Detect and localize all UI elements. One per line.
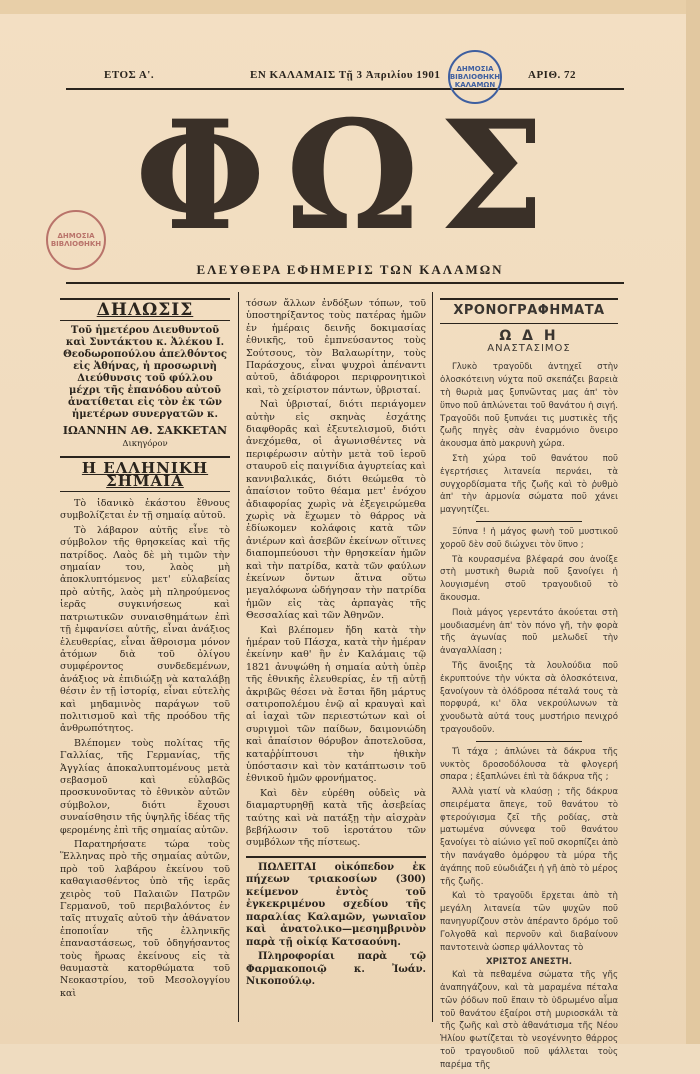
column-divider-2: [432, 292, 433, 1022]
column-3: [440, 298, 618, 1074]
article-heading: Η ΕΛΛΗΝΙΚΗ ΣΗΜΑΙΑ: [60, 456, 230, 492]
classified-ad: [246, 856, 426, 989]
notice-signature-title: Δικηγόρον: [122, 438, 168, 449]
poem-subtitle: ΑΝΑΣΤΑΣΙΜΟΣ: [487, 342, 571, 354]
column-divider-1: [238, 292, 239, 1022]
poem-paragraph: Τῆς ἄνοιξης τὰ λουλούδια ποῦ ἐκρυπτούνε τὴν νύκτα σὰ ὁλοσκότεινα, ξανοίγουν τὰ ὁλόδροσα πέταλά τους τὰ πορφυρά, κι' ὅλα νεκρούλωνων τὰ χνουδωτὰ αὐτά τους μυστήριο πενιχρό τραγουδοῦν.: [440, 660, 618, 735]
notice-text: Τοῦ ἡμετέρου Διευθυντοῦ καὶ Συντάκτου κ. Ἀλέκου Ι. Θεοδωροπούλου ἀπελθόντος εἰς Ἀθήνας, ἡ προσωρινὴ Διεύθυνσις τοῦ φύλλου μέχρι τῆς ἐπανόδου αὐτοῦ ἀνατίθεται εἰς τὸν ἐκ τῶν ἡμετέρων συνεργατῶν κ.: [63, 325, 227, 421]
poem-divider: [476, 741, 583, 742]
article-paragraph: Τὸ λάβαρον αὐτῆς εἶνε τὸ σύμβολον τῆς θρησκείας καὶ τῆς πατρίδος. Λαὸς δὲ μὴ τιμῶν τὴν σημαίαν του, λαὸς μὴ ἀποκλυπτόμενος μετ' εὐλαβείας πρὸ αὐτῆς, λαὸς μὴ πληρούμενος ἱερᾶς συγκινήσεως καὶ πατριωτικῶν συναισθημάτων ἐπὶ τῇ ἐμφανίσει αὐτῆς, εἶναι ἀνάξιος ἐλευθερίας, εἶναι ἄθροισμα μόνον ἀτόμων διὰ τοῦ ὀλίγου συμφέροντος συνδεδεμένων, ἀνάξιος νὰ ἐπιδιώξῃ νὰ καταλάβῃ θέσιν ἐν τῇ ἱστορίᾳ, εἶναι εὐτελὴς καὶ μηδαμινὸς παράγων τοῦ πολιτισμοῦ καὶ τῆς προόδου τῆς ἀνθρωπότητος.: [60, 524, 230, 735]
poem-paragraph: Ἀλλὰ γιατί νὰ κλαύσῃ ; τῆς δάκρυα σπειρέματα ἄπεγε, τοῦ θανάτου τὸ φτερούγισμα ζεῖ τῆς ροδίας, στὰ ματωμένα σύννεφα τοῦ θανάτου ξανοίγει τὸ αἰώνιο γεῖ ποῦ σκορπίζει ἀπὸ τὴν πανάγαθο ὀμόρφου τὰ μύρα τῆς ἀγάπης ποῦ εὐωδιάζει ἡ γῆ ἀπὸ τὸ μέρος τῆς ζωῆς.: [440, 787, 618, 887]
column-1: [60, 298, 230, 1002]
ad-paragraph: ΠΩΛΕΙΤΑΙ οἰκόπεδον ἐκ πήχεων τριακοσίων (300) κείμενον ἐντὸς τοῦ ἐγκεκριμένου σχεδίου τῆς παραλίας Καλαμῶν, γωνιαῖον καὶ ἀνατολικο—μεσημβρινὸν παρὰ τῇ οἰκίᾳ Κατσαούνη.: [246, 861, 426, 948]
page-right-edge: [686, 0, 700, 1044]
poem-paragraph: Στὴ χώρα τοῦ θανάτου ποῦ ἐγερτήσιες λιτανεία περνάει, τὰ συγχορδίσματα τῆς ζωῆς καὶ τὸ ῥυθμὸ ἀπ' τὴν ἁρμονία σώματα ποῦ χάνει μαγνητίζει.: [440, 453, 618, 516]
column-2: [246, 298, 426, 991]
article-paragraph: Ναὶ ὑβρισταί, διότι περιάγομεν αὐτὴν εἰς σκηνὰς ἐσχάτης διαφθορᾶς καὶ ἐξευτελισμοῦ, διότι ἀνεχόμεθα, οἱ ἀγωνισθέντες νὰ περιφέρωσιν αὐτὴν μετὰ τοῦ ἱεροῦ σταυροῦ εἰς παιγνίδια ἀγυρτείας καὶ καννιβαλικάς, διότι θεώμεθα τὸ ἀπαίσιον τοῦτο θέαμα μετ' ἐνόχου ἀδιαφορίας χωρὶς νὰ ἐξεγειρώμεθα χωρὶς νὰ ἔχωμεν τὸ θάρρος νὰ ἐδίωκομεν κολάφοις κατὰ τῶν ἀνιέρων καὶ ἀσεβῶν ἐκείνων οἵτινες διαπομπεύουσι τὴν θρησκείαν ἡμῶν καὶ τὴν πατρίδα, κατὰ τῶν φαύλων ἐκείνων ὄντων ἅτινα οὕτω μεγαλόφωνα ὠδήγησαν τὴν πατρίδα ἡμῶν εἰς τὰς ἁρπαγὰς τῆς Θεσσαλίας καὶ τῶν Ἀθηνῶν.: [246, 399, 426, 622]
poem-paragraph: Γλυκὸ τραγοῦδι ἀντηχεῖ στὴν ὁλοσκότεινη νύχτα ποῦ σκεπάζει βαρειὰ τὴ θωριὰ μας ξυπνῶντας μας ἀπ' τὸν ὕπνο ποῦ ἀπλώνεται τοῦ θανάτου ἡ σιγή. Τραγοῦδι ποῦ ξυπνάει τις μυστικὲς τῆς ζωῆς πηγὲς σὰν ἐναρμόνιο ὄνειρο ἀκουσμα ἀπὸ μακρυνὴ χώρα.: [440, 362, 618, 450]
notice-heading: ΔΗΛΩΣΙΣ: [60, 298, 230, 321]
article-paragraph: Παρατηρήσατε τώρα τοὺς Ἕλληνας πρὸ τῆς σημαίας αὐτῶν, πρὸ τοῦ λαβάρου ἐκείνου τοῦ καθαγιασθέντος ὑπὸ τῆς ἱερᾶς χειρὸς τοῦ Παλαιῶν Πατρῶν Γερμανοῦ, τοῦ περιβαλόντος ἐν ταῖς πτυχαῖς αὐτοῦ τὴν ἀθάνατον ἐποποιΐαν τῆς ἑλληνικῆς ἐπαναστάσεως, τοῦ ὁδηγήσαντος τοὺς ἥρωας ἐκείνους εἰς τὰ θαυμαστὰ κατορθώματα τοῦ Νεοκαστρίου, τοῦ Μεσολογγίου καὶ: [60, 839, 230, 999]
ad-paragraph: Πληροφορίαι παρὰ τῷ Φαρμακοποιῷ κ. Ἰωάν. Νικοπούλῳ.: [246, 951, 426, 988]
subtitle-rule: [66, 282, 624, 284]
article-paragraph: Τὸ ἰδανικὸ ἑκάστου ἔθνους συμβολίζεται ἐν τῇ σημαίᾳ αὐτοῦ.: [60, 498, 230, 522]
issue-number: ΑΡΙΘ. 72: [528, 69, 576, 81]
newspaper-subtitle: ΕΛΕΥΘΕΡΑ ΕΦΗΜΕΡΙΣ ΤΩΝ ΚΑΛΑΜΩΝ: [196, 262, 504, 277]
newspaper-title: ΦΩΣ: [134, 88, 566, 264]
page-top-edge: [0, 0, 700, 14]
year-label: ΕΤΟΣ Α'.: [104, 69, 155, 81]
poem-emphasis: ΧΡΙΣΤΟΣ ΑΝΕΣΤΗ.: [486, 957, 572, 968]
seal-stamp: [46, 210, 106, 270]
poem-paragraph: Τὶ τάχα ; ἀπλώνει τὰ δάκρυα τῆς νυκτὸς δροσοδόλουσα τὰ φλογερή σπαρα ; ἐξαπλώνει ἐπὶ τὰ δάκρυα τῆς ;: [440, 746, 618, 783]
article-paragraph: Βλέπομεν τοὺς πολίτας τῆς Γαλλίας, τῆς Γερμανίας, τῆς Ἀγγλίας ἀποκαλυπτομένους μετὰ σεβασμοῦ καὶ εὐλαβῶς προσκυνοῦντας τὸ ἐθνικὸν αὐτῶν σύμβολον, διότι ἔχουσι συναίσθησιν τῆς ὑψηλῆς ἰδέας τῆς φερομένης ἐπὶ τῆς σημαίας αὐτῶν.: [60, 737, 230, 836]
poem-divider: [476, 521, 583, 522]
poem-paragraph: Καὶ τὰ πεθαμένα σώματα τῆς γῆς ἀναπηγάζουν, καὶ τὰ μαραμένα πέταλα τῶν ῥόδων ποῦ ἔπαιν τὸ ὑδρωμένο αἷμα τοῦ θανάτου ἐξαίροι στὴ μυριοσκάλι τὰ τῆς ζωῆς καὶ στὸ ἀθανάτισμα τῆς Νέου Ἡλίου φωτίζεται τὸ νεογέννητο θάρρος τοῦ τραγουδιοῦ ποῦ ψάλλεται τοὺς παρέμα τῆς: [440, 970, 618, 1070]
article-paragraph: Καὶ βλέπομεν ἤδη κατὰ τὴν ἡμέραν τοῦ Πάσχα, κατὰ τὴν ἡμέραν ἐκείνην καθ' ἣν ἐν Καλάμαις τῷ 1821 ἀνυψώθη ἡ σημαία αὐτὴ ὑπὲρ τῆς ἐθνικῆς ἐλευθερίας, ἐν τῇ αὐτῇ ἀκριβῶς θέσει νὰ ἔσται ἤδη μάρτυς σατιροπολέμου ἐνῷ αἱ κραυγαὶ καὶ αἱ ἰαχαὶ τῶν περιεστώτων καὶ οἱ συριγμοὶ τῶν παίδων, δαιμονιώδη καὶ ἀπαίσιον θόρυβον ἀποτελοῦσα, καταῤῥίπτουσι τὴν ἠθικὴν ὑπόστασιν καὶ τὸν κατάπτωσιν τοῦ ἐθνικοῦ ἡμῶν φρονήματος.: [246, 624, 426, 785]
article-paragraph: Καὶ δὲν εὑρέθη οὐδεὶς νὰ διαμαρτυρηθῇ κατὰ τῆς ἀσεβείας ταύτης καὶ νὰ πατάξῃ τὴν αἰσχρὰν βεβήλωσιν τοῦ ἱεροτάτου τῶν συμβόλων τῆς πίστεως.: [246, 787, 426, 849]
poem-paragraph: Τὰ κουρασμένα βλέφαρά σου ἀνοίξε στὴ μυστικὴ θωριὰ ποῦ ξανοίγει ἡ λουγισμένη στοῦ τραγουδιοῦ τὸ ἄκουσμα.: [440, 554, 618, 603]
location-date: ΕΝ ΚΑΛΑΜΑΙΣ Τῇ 3 Ἀπριλίου 1901: [250, 69, 441, 81]
seal-stamp-text: ΔΗΜΟΣΙΑ ΒΙΒΛΙΟΘΗΚΗ: [50, 232, 102, 248]
notice-signature: ΙΩΑΝΝΗΝ ΑΘ. ΣΑΚΚΕΤΑΝ: [62, 424, 228, 438]
library-stamp-text: ΔΗΜΟΣΙΑ ΒΙΒΛΙΟΘΗΚΗ ΚΑΛΑΜΩΝ: [449, 65, 501, 89]
section-heading: ΧΡΟΝΟΓΡΑΦΗΜΑΤΑ: [440, 298, 618, 324]
poem-title: Ω Δ Η: [499, 327, 559, 344]
poem-paragraph: Καὶ τὸ τραγοῦδι ἔρχεται ἀπὸ τὴ μεγάλη λιτανεία τῶν ψυχῶν ποῦ πανηγυρίζουν στὸν ἀπέραντο δρόμο τοῦ Γολγοθᾶ καὶ περνοῦν καὶ διαβαίνουν παντοτεινὰ ὡσπερ ψάλλοντας τὸ: [440, 891, 618, 953]
article-paragraph: τόσων ἄλλων ἐνδόξων τόπων, τοῦ ὑποστηρίξαντος τοὺς πατέρας ἡμῶν ἐν ἡμέραις δεινῆς δοκιμασίας ἐθνικῆς, τοῦ ἐμπνεύσαντος τοὺς Σούτσους, τὸν Βαλαωρίτην, τοὺς Παράσχους, εἶναι ψυχροὶ ἀπέναντι αὐτοῦ, ἀδιάφοροι περιφρονητικοὶ καὶ, τὸ χείριστον πάντων, ὑβρισταί.: [246, 298, 426, 396]
masthead-line: [100, 66, 620, 86]
poem-paragraph: Ποιὰ μάγος γερεντάτο ἀκούεται στὴ μουδιασμένη ἀπ' τὸν πόνο γῆ, τὴν φορὰ τῆς ἀγωνίας ποῦ μελωδεῖ τὴν ἀναγαλλίαση ;: [440, 607, 618, 657]
poem-paragraph: Ξύπνα ! ἡ μάγος φωνὴ τοῦ μυστικοῦ χοροῦ δὲν σοῦ διώχνει τὸν ὕπνο ;: [440, 526, 618, 550]
